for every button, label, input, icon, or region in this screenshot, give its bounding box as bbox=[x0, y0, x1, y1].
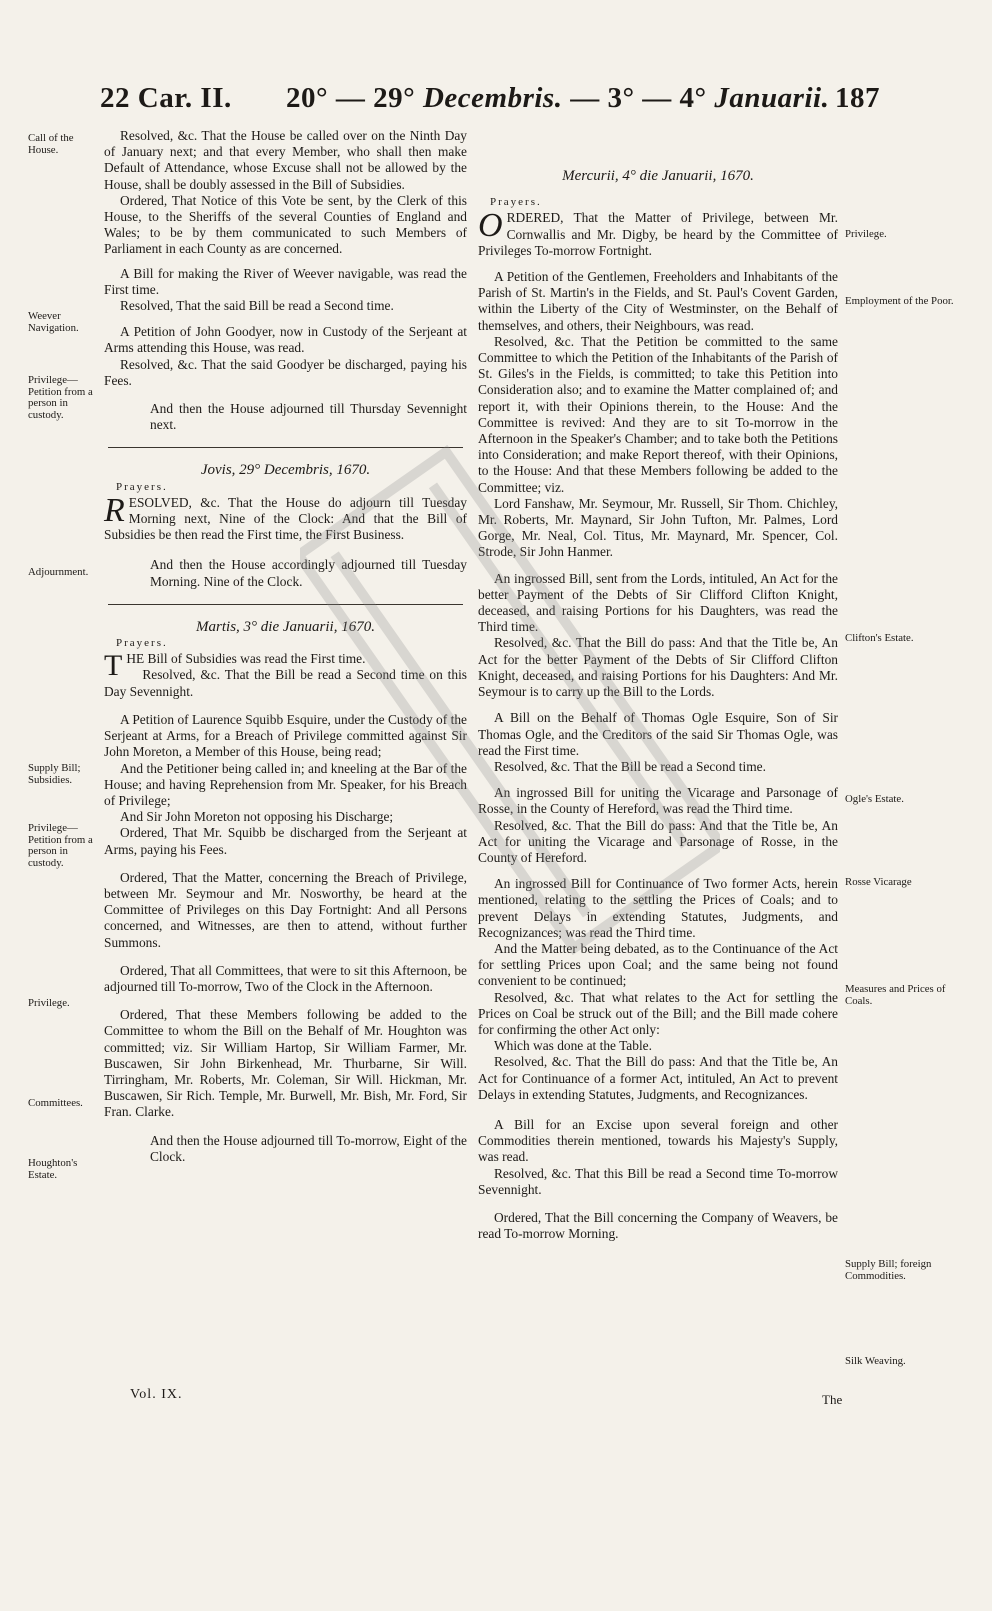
paragraph: And the Petitioner being called in; and kneeling at the Bar of the House; and having Reprehension from Mr. Speaker, for his Breach of Privilege; bbox=[104, 760, 467, 808]
prayers-label: Prayers. bbox=[116, 637, 168, 650]
paragraph: An ingrossed Bill for Continuance of Two former Acts, herein mentioned, relating to the settling the Prices of Coals; and to prevent Delays in extending Statutes, Judgments, and Recognizances; was read the Third time. bbox=[478, 876, 838, 940]
paragraph: Resolved, &c. That the Bill be read a Second time on this Day Sevennight. bbox=[104, 667, 467, 699]
adjournment: And then the House adjourned till Thursday Sevennight next. bbox=[150, 401, 467, 433]
paragraph: Ordered, That all Committees, that were to sit this Afternoon, be adjourned till To-morrow, Two of the Clock in the Afternoon. bbox=[104, 962, 467, 994]
header-dates bbox=[286, 82, 829, 115]
paragraph: Resolved, &c. That the House be called over on the Ninth Day of January next; and that every Member, who shall then make Default of Attendance, whose Excuse shall not be allowed by the House, shall be doubly assessed in the Bill of Subsidies. bbox=[104, 128, 467, 192]
paragraph bbox=[478, 207, 838, 259]
drop-cap: T bbox=[104, 649, 123, 683]
header-dates-pre: 20° — 29° bbox=[286, 82, 423, 114]
paragraph: A Bill for an Excise upon several foreign and other Commodities therein mentioned, towards his Majesty's Supply, was read. bbox=[478, 1116, 838, 1165]
page-number: 187 bbox=[835, 82, 880, 114]
margin-note: Ogle's Estate. bbox=[845, 793, 904, 805]
adjournment: And then the House adjourned till To-morrow, Eight of the Clock. bbox=[150, 1132, 467, 1164]
paragraph: An ingrossed Bill for uniting the Vicarage and Parsonage of Rosse, in the County of Hereford, was read the Third time. bbox=[478, 785, 838, 817]
paragraph: Ordered, That the Matter, concerning the Breach of Privilege, between Mr. Seymour and Mr. Nosworthy, be heard at the Committee of Privileges on this Day Fortnight: And all Persons concerned, and Witnesses, are then to attend, without further Summons. bbox=[104, 869, 467, 950]
header-month-1: Decembris. bbox=[422, 82, 563, 114]
paragraph-text: ESOLVED, &c. That the House do adjourn till Tuesday Morning next, Nine of the Clock: And that the Bill of Subsidies be then read the First time, the First Business. bbox=[104, 494, 467, 543]
catchword: The bbox=[822, 1392, 843, 1407]
paragraph: Resolved, &c. That what relates to the Act for settling the Prices on Coal be struck out of the Bill; and the Bill made cohere for confirming the other Act only: bbox=[478, 989, 838, 1037]
paragraph: Resolved, &c. That the Bill do pass: And that the Title be, An Act for the better Payment of the Debts of Sir Clifford Clifton Knight, deceased, and raising Portions for his Daughters: And Mr. Seymour is to carry up the Bill to the Lords. bbox=[478, 635, 838, 700]
drop-cap: O bbox=[478, 207, 503, 245]
margin-note: Adjournment. bbox=[28, 566, 89, 578]
paragraph-text: RDERED, That the Matter of Privilege, between Mr. Cornwallis and Mr. Digby, be heard by the Committee of Privileges To-morrow Fortnight. bbox=[478, 210, 838, 258]
margin-note: Privilege. bbox=[845, 228, 887, 240]
paragraph: Ordered, That the Bill concerning the Company of Weavers, be read To-morrow Morning. bbox=[478, 1209, 838, 1242]
paragraph: Resolved, &c. That the Bill do pass: And that the Title be, An Act for Continuance of a former Act, intituled, An Act to prevent Delays in extending Statutes, Judgments, and Recognizances. bbox=[478, 1054, 838, 1102]
drop-cap: R bbox=[104, 491, 125, 529]
margin-note: Privilege— Petition from a person in custody. bbox=[28, 374, 93, 421]
date-heading: Martis, 3° die Januarii, 1670. bbox=[196, 618, 375, 635]
running-header bbox=[100, 82, 880, 126]
paragraph: Ordered, That these Members following be added to the Committee to whom the Bill on the Behalf of Mr. Houghton was committed; viz. Sir William Hartop, Sir William Farmer, Mr. Buscawen, Sir John Birkenhead, Mr. Thurbarne, Sir Will. Tirringham, Mr. Roberts, Mr. Coleman, Sir Will. Hickman, Mr. Buscawen, Sir Rich. Temple, Mr. Burwell, Mr. Bish, Mr. Ford, Sir Fran. Clarke. bbox=[104, 1007, 467, 1120]
margin-note: Supply Bill; foreign Commodities. bbox=[845, 1258, 932, 1282]
prayers-label: Prayers. bbox=[116, 480, 168, 493]
paragraph: Ordered, That Notice of this Vote be sent, by the Clerk of this House, to the Sheriffs of the several Counties of England and Wales; to be by them communicated to such Members of Parliament in each County as are concerned. bbox=[104, 192, 467, 257]
paragraph-text: HE Bill of Subsidies was read the First time. bbox=[126, 651, 366, 667]
paragraph: A Petition of the Gentlemen, Freeholders and Inhabitants of the Parish of St. Martin's in the Fields, and St. Paul's Covent Garden, within the Liberty of the City of Westminster, on the Behalf of themselves, and others, their Neighbours, was read. bbox=[478, 269, 838, 333]
section-rule bbox=[108, 590, 463, 605]
paragraph: A Bill for making the River of Weever navigable, was read the First time. bbox=[104, 265, 467, 297]
header-month-2: Januarii. bbox=[714, 82, 830, 114]
margin-note: Silk Weaving. bbox=[845, 1355, 906, 1367]
margin-note: Measures and Prices of Coals. bbox=[845, 983, 946, 1007]
margin-note: Weever Navigation. bbox=[28, 310, 79, 334]
margin-note: Clifton's Estate. bbox=[845, 632, 914, 644]
left-column bbox=[104, 128, 467, 1165]
margin-note: Committees. bbox=[28, 1097, 83, 1109]
margin-note: Privilege. bbox=[28, 997, 70, 1009]
paragraph: Which was done at the Table. bbox=[494, 1038, 652, 1054]
paragraph: A Petition of John Goodyer, now in Custody of the Serjeant at Arms attending this House, was read. bbox=[104, 324, 467, 356]
margin-note: Rosse Vicarage bbox=[845, 876, 912, 888]
paragraph bbox=[104, 491, 467, 544]
paragraph: And the Matter being debated, as to the Continuance of the Act for settling Prices upon Coal; and the same being not found convenient to be continued; bbox=[478, 940, 838, 989]
adjournment: And then the House accordingly adjourned till Tuesday Morning. Nine of the Clock. bbox=[150, 557, 467, 589]
paragraph: A Petition of Laurence Squibb Esquire, under the Custody of the Serjeant at Arms, for a Breach of Privilege committed against Sir John Moreton, a Member of this House, being read; bbox=[104, 711, 467, 760]
paragraph: Lord Fanshaw, Mr. Seymour, Mr. Russell, Sir Thom. Chichley, Mr. Roberts, Mr. Maynard, Sir John Tufton, Mr. Palmes, Lord Gorge, Mr. Neal, Col. Titus, Mr. Maynard, Mr. Spencer, Col. Strode, Sir John Hanmer. bbox=[478, 495, 838, 560]
right-column bbox=[478, 128, 838, 1242]
paragraph: Ordered, That Mr. Squibb be discharged from the Serjeant at Arms, paying his Fees. bbox=[104, 825, 467, 857]
margin-note: Privilege— Petition from a person in custody. bbox=[28, 822, 93, 869]
paragraph: Resolved, &c. That the said Goodyer be discharged, paying his Fees. bbox=[104, 356, 467, 388]
margin-note: Call of the House. bbox=[28, 132, 74, 156]
margin-note: Supply Bill; Subsidies. bbox=[28, 762, 81, 786]
paragraph: Resolved, That the said Bill be read a Second time. bbox=[120, 298, 394, 314]
date-heading: Mercurii, 4° die Januarii, 1670. bbox=[562, 168, 754, 184]
paragraph: Resolved, &c. That this Bill be read a Second time To-morrow Sevennight. bbox=[478, 1165, 838, 1197]
section-rule bbox=[108, 433, 463, 448]
paragraph: Resolved, &c. That the Bill be read a Second time. bbox=[494, 758, 766, 774]
margin-note: Employment of the Poor. bbox=[845, 295, 954, 307]
paragraph: An ingrossed Bill, sent from the Lords, intituled, An Act for the better Payment of the Debts of Sir Clifford Clifton Knight, deceased, and raising Portions for his Daughters, was read the Third time. bbox=[478, 570, 838, 635]
header-dates-post: — 3° — 4° bbox=[562, 82, 715, 114]
paragraph: Resolved, &c. That the Petition be committed to the same Committee to which the Petition of the Inhabitants of the Parish of St. Giles's in the Fields, is committed; to take this Petition into Consideration also; and to examine the Matter complained of; and report it, with their Opinions therein, to the House: And the Committee is revived: And they are to sit To-morrow in the Afternoon in the Speaker's Chamber; and to take both the Petitions into Consideration; and make Report thereof, with their Opinions, to the House: And that these Members following be added to the Committee; viz. bbox=[478, 333, 838, 495]
paragraph: A Bill on the Behalf of Thomas Ogle Esquire, Son of Sir Thomas Ogle, and the Creditors of the said Sir Thomas Ogle, was read the First time. bbox=[478, 710, 838, 758]
header-regnal-year: 22 Car. II. bbox=[100, 82, 232, 114]
margin-note: Houghton's Estate. bbox=[28, 1157, 78, 1181]
volume-footer: Vol. IX. bbox=[130, 1387, 183, 1402]
date-heading: Jovis, 29° Decembris, 1670. bbox=[200, 462, 371, 479]
prayers-label: Prayers. bbox=[490, 196, 542, 209]
paragraph: And Sir John Moreton not opposing his Discharge; bbox=[120, 809, 394, 825]
paragraph: Resolved, &c. That the Bill do pass: And that the Title be, An Act for uniting the Vicarage and Parsonage of Rosse, in the County of Hereford. bbox=[478, 817, 838, 865]
